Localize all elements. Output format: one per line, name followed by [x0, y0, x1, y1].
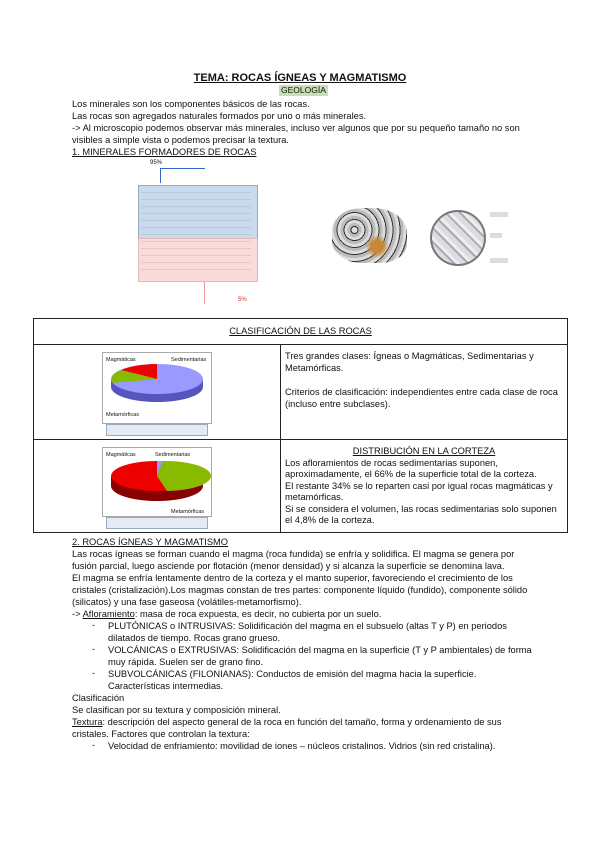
afloramiento-line: -> Afloramiento: masa de roca expuesta, es decir, no cubierta por un suelo.: [72, 609, 382, 619]
pie-label: Sedimentarias: [155, 452, 191, 458]
pie-cell-volume: [34, 440, 281, 533]
figure-label-bottom: 5%: [238, 297, 247, 303]
pie-label: Magmáticas: [106, 357, 136, 363]
distribution-cell: [281, 440, 568, 533]
pie-cell-surface: [34, 345, 281, 440]
textura-line: Textura: descripción del aspecto general de la roca en función del tamaño, forma y ordenamiento de sus: [72, 717, 502, 727]
body-line: (silicatos) y una fase gaseosa (volátiles-metamorfismo).: [72, 597, 302, 607]
distribution-text: Si se considera el volumen, las rocas sedimentarias solo suponen el 4,8% de la corteza.: [285, 503, 557, 525]
intro-line: -> Al microscopio podemos observar más minerales, incluso ver algunos que por su pequeño tamaño no son: [72, 123, 520, 133]
distribution-text: El restante 34% se lo reparten casi por igual rocas magmáticas y metamórficas.: [285, 480, 553, 502]
classes-cell: [281, 345, 568, 440]
bullet-item: Características intermedias.: [108, 681, 224, 691]
figure-label-top: 95%: [150, 160, 163, 166]
distribution-heading: DISTRIBUCIÓN EN LA CORTEZA: [352, 446, 496, 456]
minerals-figure: [138, 160, 258, 305]
afloramiento-term: Afloramiento: [82, 609, 135, 619]
body-line: fusión parcial, luego asciende por flotación (menor densidad) y si alcanza la superficie se denomina lava.: [72, 561, 505, 571]
pie-label: Sedimentarias: [171, 357, 207, 363]
intro-line: visibles a simple vista o podemos precisar la textura.: [72, 135, 290, 145]
section1-heading: 1. MINERALES FORMADORES DE ROCAS: [72, 147, 257, 157]
pie-label: Magmáticas: [106, 452, 136, 458]
classification-table: [33, 318, 568, 533]
document-page: TEMA: ROCAS ÍGNEAS Y MAGMATISMO GEOLOGÍA Los minerales son los componentes básicos de las rocas. Las rocas son agregados naturales formados por uno o más minerales. -> Al microscopio podemos observar más minerales, incluso ver algunos que por su pequeño tamaño no son visibles a simple vista o podemos precisar la textura. 1. MINERALES FORMADORES DE ROCAS 95% 5% CLASIFICACIÓN DE LAS ROCAS Magmáticas Sedimentarias Metamórficas Tres grandes clases: Ígneas o Magmáticas, Sedimentarias y Metamórficas. Criterios de clasificación: independientes entre cada clase de roca (incluso entre subclases). Magmáticas Sedimentarias Metamórficas DISTRIBUCIÓN EN LA CORTEZA Los afloramientos de rocas sedimentarias suponen, aproximadamente, el 66% de la superficie total de la corteza. El restante 34% se lo reparten casi por igual rocas magmáticas y metamórficas. Si se considera el volumen, las rocas sedimentarias solo suponen el 4,8% de la corteza. 2. ROCAS ÍGNEAS Y MAGMATISMO Las rocas ígneas se forman cuando el magma (roca fundida) se enfría y solidifica. El magma se genera por fusión parcial, luego asciende por flotación (menor densidad) y si alcanza la superficie se denomina lava. El magma se enfría lentamente dentro de la corteza y el manto superior, favoreciendo el crecimiento de los cristales (cristalización).Los magmas constan de tres partes: componente líquido (fundido), componente sólido (silicatos) y una fase gaseosa (volátiles-metamorfismo). -> Afloramiento: masa de roca expuesta, es decir, no cubierta por un suelo. - PLUTÓNICAS o INTRUSIVAS: Solidificación del magma en el subsuelo (altas T y P) en periodos dilatados de tiempo. Rocas grano grueso. - VOLCÁNICAS o EXTRUSIVAS: Solidificación del magma en la superficie (T y P ambientales) de forma muy rápida. Suelen ser de grano fino. - SUBVOLCÁNICAS (FILONIANAS): Conductos de emisión del magma hacia la superficie. Características intermedias. Clasificación Se clasifican por su textura y composición mineral. Textura: descripción del aspecto general de la roca en función del tamaño, forma y ordenamiento de sus cristales. Factores que controlan la textura: - Velocidad de enfriamiento: movilidad de iones – núcleos cristalinos. Vidrios (sin red cristalina).: [0, 0, 600, 848]
body-line: El magma se enfría lentamente dentro de la corteza y el manto superior, favoreciendo el crecimiento de los: [72, 573, 513, 583]
body-line: cristales. Factores que controlan la textura:: [72, 729, 250, 739]
bullet-item: PLUTÓNICAS o INTRUSIVAS: Solidificación del magma en el subsuelo (altas T y P) en periodos: [108, 621, 507, 631]
document-title: TEMA: ROCAS ÍGNEAS Y MAGMATISMO: [193, 72, 407, 84]
section2-heading: 2. ROCAS ÍGNEAS Y MAGMATISMO: [72, 537, 229, 547]
intro-line: Las rocas son agregados naturales formados por uno o más minerales.: [72, 111, 367, 121]
bullet-item: muy rápida. Suelen ser de grano fino.: [108, 657, 264, 667]
intro-line: Los minerales son los componentes básicos de las rocas.: [72, 99, 310, 109]
distribution-text: Los afloramientos de rocas sedimentarias suponen, aproximadamente, el 66% de la superficie total de la corteza.: [285, 457, 537, 479]
pie-label: Metamórficas: [106, 412, 140, 418]
bullet-item: dilatados de tiempo. Rocas grano grueso.: [108, 633, 281, 643]
clasificacion-label: Clasificación: [72, 693, 125, 703]
subject-label: GEOLOGÍA: [281, 85, 326, 95]
table-header: CLASIFICACIÓN DE LAS ROCAS: [34, 319, 568, 345]
criteria-text: Criterios de clasificación: independientes entre cada clase de roca (incluso entre subclases).: [285, 387, 558, 409]
bullet-item: VOLCÁNICAS o EXTRUSIVAS: Solidificación del magma en la superficie (T y P ambientales) de forma: [108, 645, 532, 655]
body-line: Se clasifican por su textura y composición mineral.: [72, 705, 281, 715]
bullet-item: Velocidad de enfriamiento: movilidad de iones – núcleos cristalinos. Vidrios (sin red cristalina).: [108, 741, 496, 751]
granite-rock-image: [330, 200, 510, 270]
body-line: Las rocas ígneas se forman cuando el magma (roca fundida) se enfría y solidifica. El magma se genera por: [72, 549, 515, 559]
bullet-item: SUBVOLCÁNICAS (FILONIANAS): Conductos de emisión del magma hacia la superficie.: [108, 669, 477, 679]
classes-text: Tres grandes clases: Ígneas o Magmáticas, Sedimentarias y Metamórficas.: [285, 351, 534, 373]
textura-term: Textura: [72, 717, 103, 727]
chart-caption: [106, 517, 208, 529]
chart-caption: [106, 424, 208, 436]
body-line: cristales (cristalización).Los magmas constan de tres partes: componente líquido (fundido), componente sólido: [72, 585, 528, 595]
pie-label: Metamórficas: [171, 509, 205, 515]
